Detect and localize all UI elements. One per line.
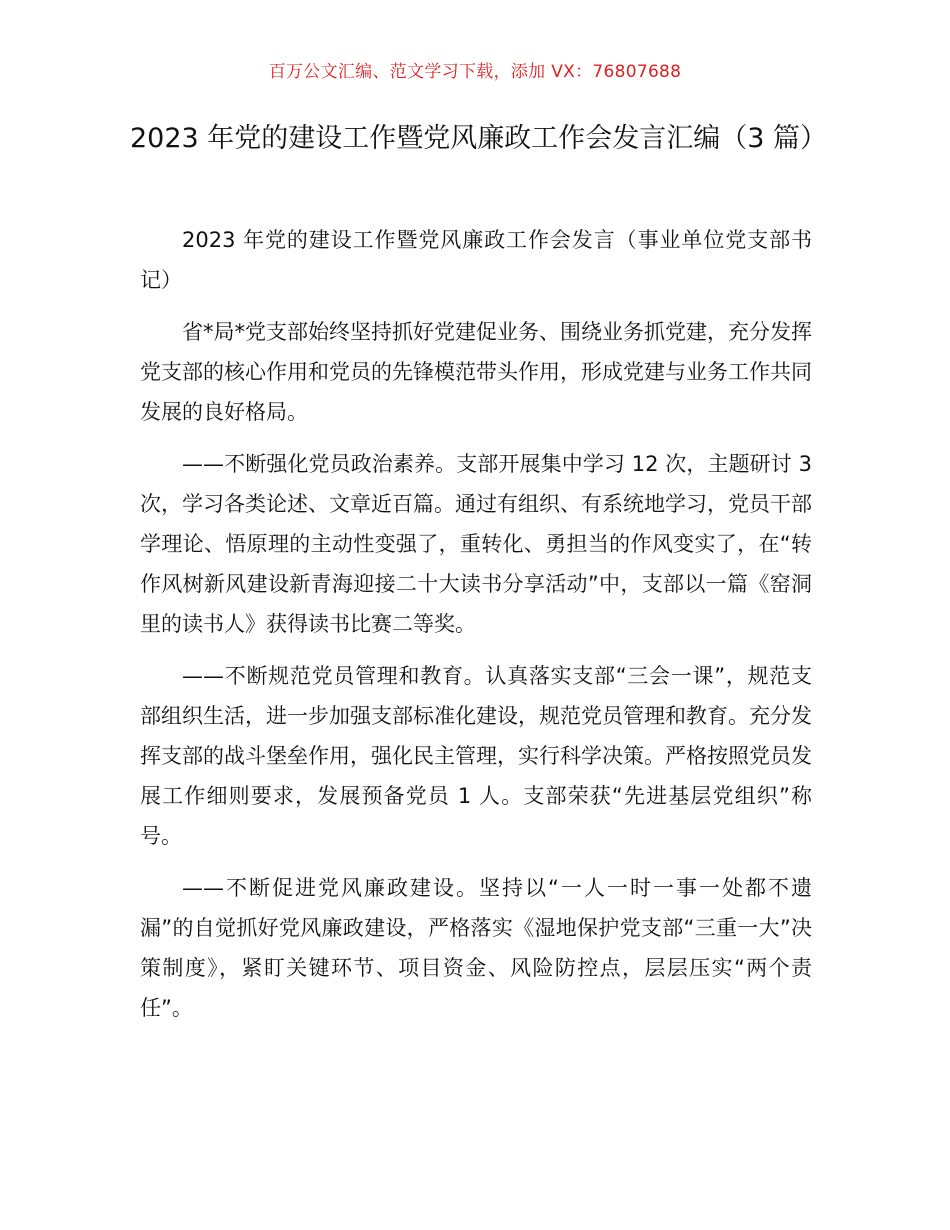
paragraph-political-literacy: ——不断强化党员政治素养。支部开展集中学习 12 次，主题研讨 3 次，学习各类论述、文章近百篇。通过有组织、有系统地学习，党员干部学理论、悟原理的主动性变强了，重转化、勇担当的作风变实了，在“转作风树新风建设新青海迎接二十大读书分享活动”中，支部以一篇《窑洞里的读书人》获得读书比赛二等奖。 <box>140 452 812 636</box>
subtitle-paragraph: 2023 年党的建设工作暨党风廉政工作会发言（事业单位党支部书记） <box>140 228 812 292</box>
paragraph-member-management: ——不断规范党员管理和教育。认真落实支部“三会一课”，规范支部组织生活，进一步加强支部标准化建设，规范党员管理和教育。充分发挥支部的战斗堡垒作用，强化民主管理，实行科学决策。严格按照党员发展工作细则要求，发展预备党员 1 人。支部荣获“先进基层党组织”称号。 <box>140 664 812 848</box>
watermark-banner: 百万公文汇编、范文学习下载，添加 VX：76807688 <box>268 62 682 82</box>
intro-paragraph: 省*局*党支部始终坚持抓好党建促业务、围绕业务抓党建，充分发挥党支部的核心作用和党员的先锋模范带头作用，形成党建与业务工作共同发展的良好格局。 <box>140 320 812 424</box>
document-title: 2023 年党的建设工作暨党风廉政工作会发言汇编（3 篇） <box>130 123 828 154</box>
document-body <box>140 220 812 1040</box>
paragraph-clean-governance: ——不断促进党风廉政建设。坚持以“一人一时一事一处都不遗漏”的自觉抓好党风廉政建设，严格落实《湿地保护党支部“三重一大”决策制度》，紧盯关键环节、项目资金、风险防控点，层层压实“两个责任”。 <box>140 876 812 1020</box>
